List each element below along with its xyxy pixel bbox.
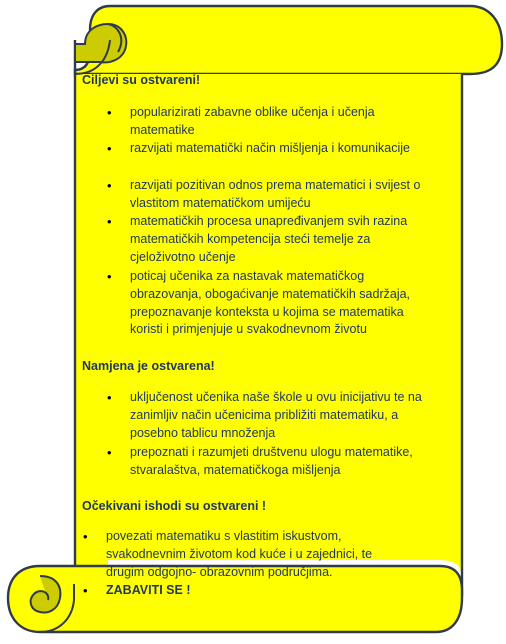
bullet-icon: •: [83, 583, 88, 598]
bullet-icon: •: [107, 141, 112, 156]
bullet-icon: •: [107, 178, 112, 193]
list-item: • uključenost učenika naše škole u ovu inicijativu te na zanimljiv način učenicima približiti matematiku, a posebno tablicu množenja: [107, 390, 422, 440]
bullet-icon: •: [107, 390, 112, 405]
bullet-icon: •: [83, 529, 88, 544]
heading-outcomes: Očekivani ishodi su ostvareni !: [82, 499, 267, 513]
list-item: • ZABAVITI SE !: [83, 583, 191, 598]
list-item: • prepoznati i razumjeti društvenu ulogu matematike, stvaralaštva, matematičkoga mišljenja: [107, 445, 413, 477]
bullet-icon: •: [107, 105, 112, 120]
list-item: • razvijati pozitivan odnos prema matematici i svijest o vlastitom matematičkom umijeću: [107, 178, 421, 210]
list-item: • poticaj učenika za nastavak matematičkog obrazovanja, obogaćivanje matematičkih sadržaja, prepoznavanje konteksta u kojima se matematika koristi i primjenjuje u svakodnevnom životu: [107, 269, 411, 337]
list-item: • matematičkih procesa unapređivanjem svih razina matematičkih kompetencija steći temelje za cjeloživotno učenje: [107, 214, 408, 264]
list-item: • razvijati matematički način mišljenja i komunikacije: [107, 141, 410, 156]
bullet-icon: •: [107, 214, 112, 229]
heading-goals: Ciljevi su ostvareni!: [82, 73, 201, 87]
list-item: • popularizirati zabavne oblike učenja i učenja matematike: [107, 105, 375, 137]
bullet-icon: •: [107, 269, 112, 284]
heading-purpose: Namjena je ostvarena!: [82, 359, 215, 373]
bullet-icon: •: [107, 445, 112, 460]
list-item: • povezati matematiku s vlastitim iskustvom, svakodnevnim životom kod kuće i u zajednici, te drugim odgojno- obrazovnim područjima.: [83, 529, 373, 579]
